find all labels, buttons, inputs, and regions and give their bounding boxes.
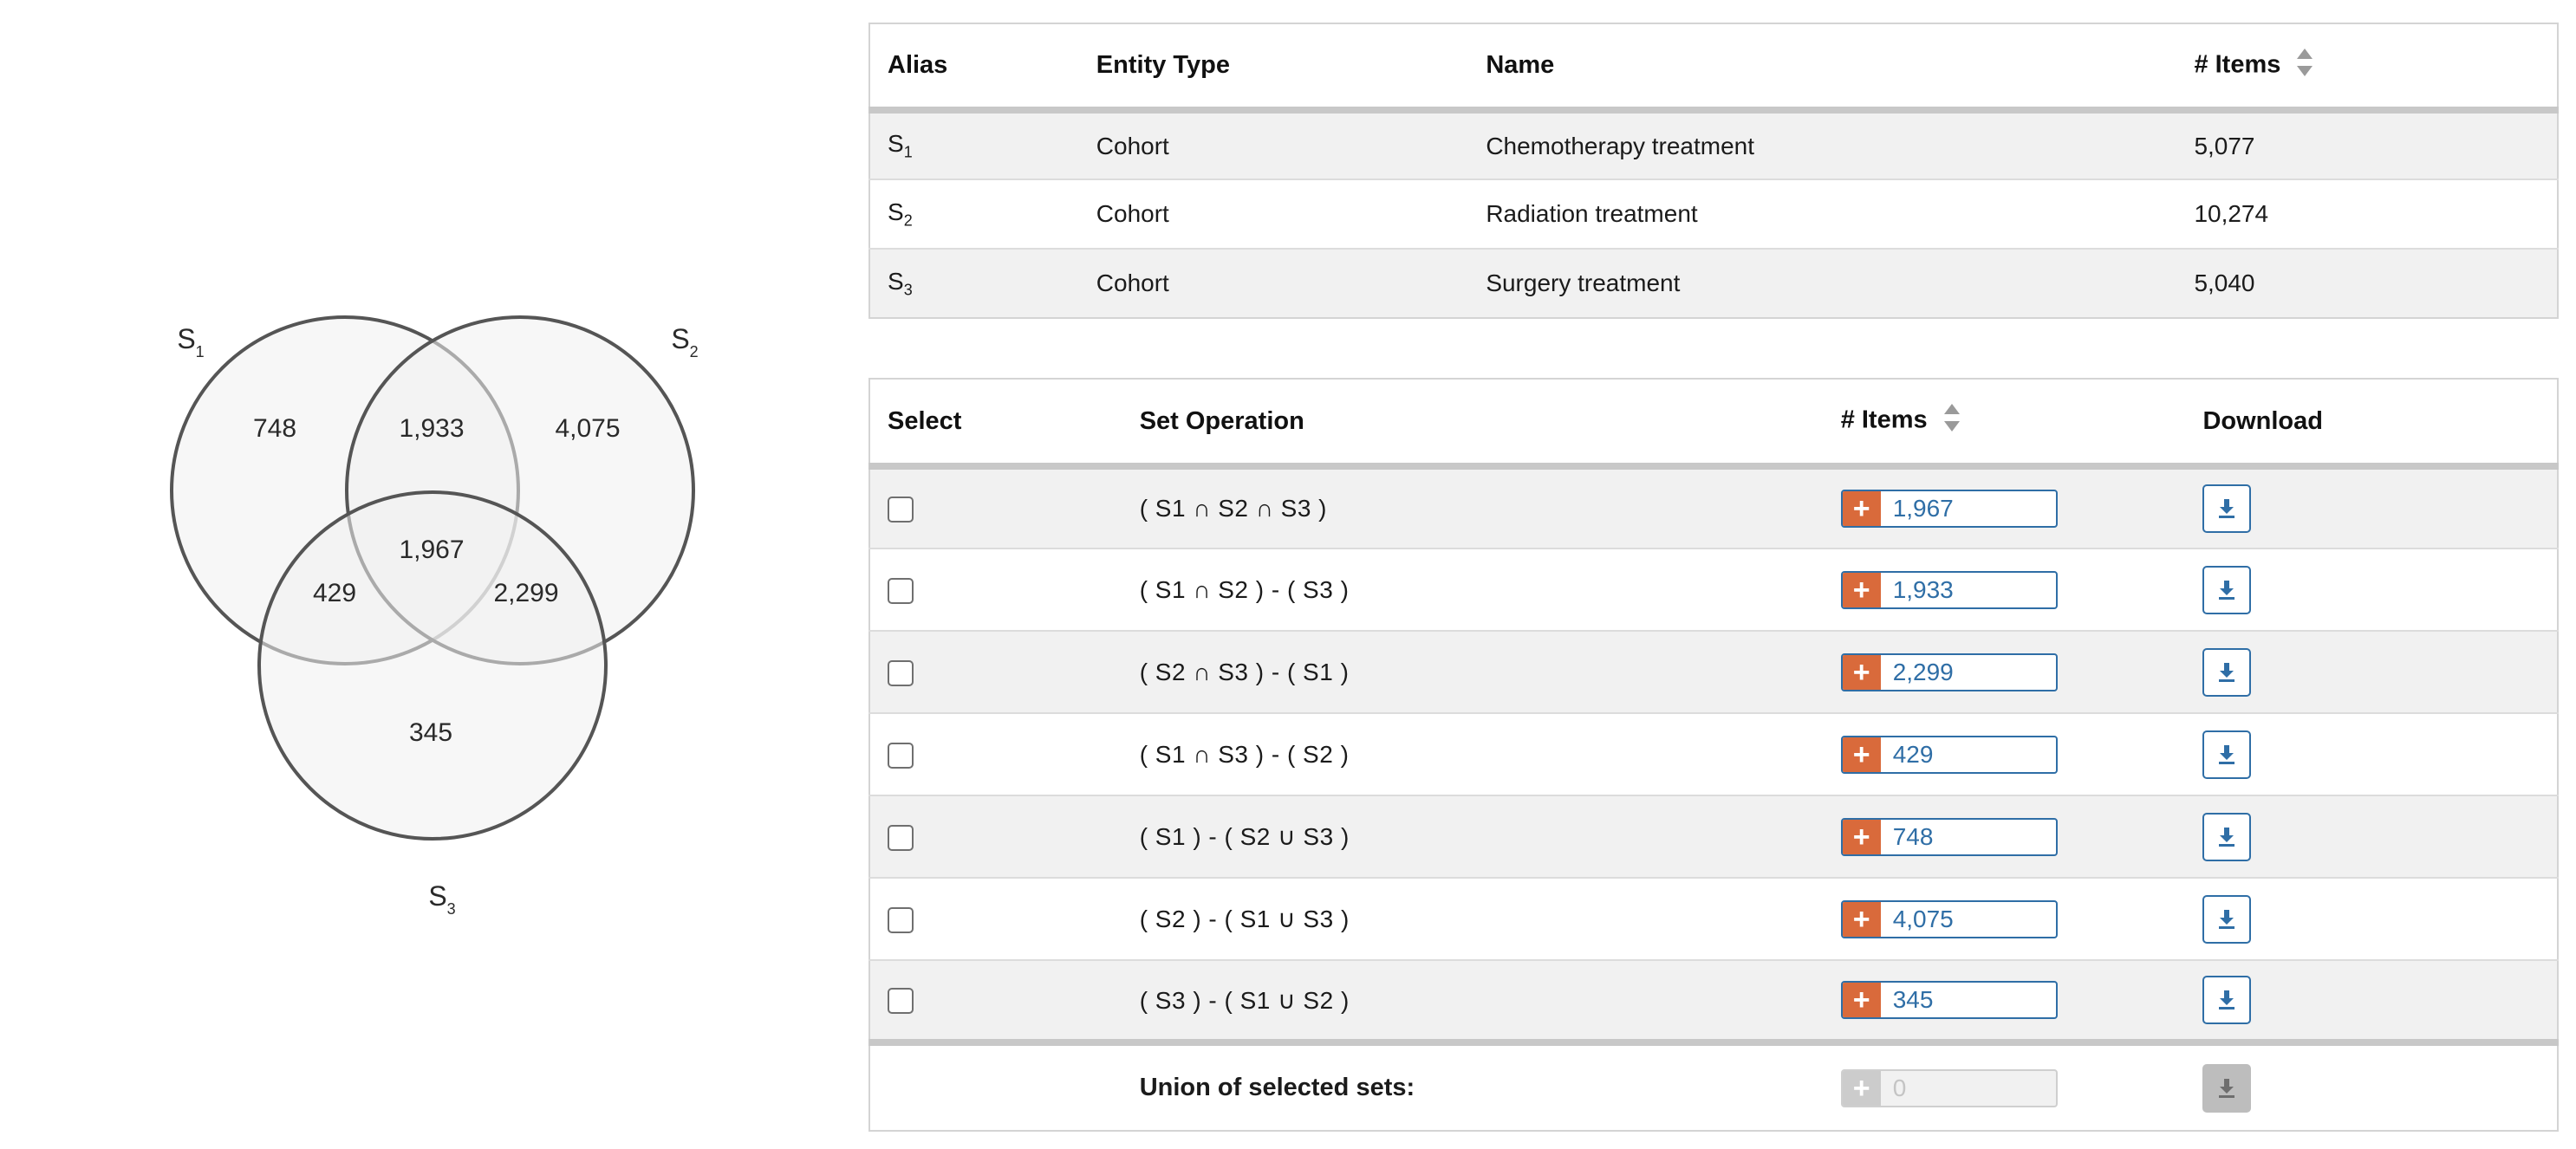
- set-operation-cell: ( S1 ∩ S2 ) - ( S3 ): [1122, 549, 1824, 631]
- set-count-link[interactable]: 2,299: [1892, 658, 1954, 685]
- count-cell: [1824, 713, 2186, 795]
- set-operation-cell: ( S1 ∩ S3 ) - ( S2 ): [1122, 713, 1824, 795]
- download-button[interactable]: [2202, 895, 2251, 944]
- set-count-link[interactable]: 4,075: [1892, 905, 1954, 932]
- table-row: [869, 878, 2558, 960]
- select-cell: [869, 549, 1122, 631]
- region-s1-s2[interactable]: 1,933: [399, 413, 465, 443]
- row-checkbox[interactable]: [888, 988, 914, 1014]
- plus-icon[interactable]: +: [1843, 491, 1881, 526]
- select-cell: [869, 960, 1122, 1042]
- count-cell: [1824, 631, 2186, 713]
- download-icon: [2215, 661, 2238, 684]
- download-icon: [2215, 989, 2238, 1011]
- union-count: 0: [1892, 1074, 1907, 1101]
- set-operation-header: Set Operation: [1122, 379, 1824, 466]
- region-s1-s2-s3[interactable]: 1,967: [399, 535, 465, 564]
- download-icon: [2215, 1077, 2238, 1100]
- items-cell: 5,040: [2176, 249, 2558, 318]
- download-icon: [2215, 908, 2238, 931]
- download-cell: [2185, 466, 2558, 549]
- download-cell: [2185, 549, 2558, 631]
- union-select-cell: [869, 1042, 1122, 1131]
- name-cell: Surgery treatment: [1468, 249, 2176, 318]
- region-s2-only[interactable]: 4,075: [555, 413, 621, 443]
- add-set-control[interactable]: [1841, 736, 2058, 774]
- set-count-link[interactable]: 1,967: [1892, 495, 1954, 522]
- region-s1-only[interactable]: 748: [252, 413, 297, 443]
- select-cell: [869, 795, 1122, 878]
- alias-cell: $S_1$: [869, 110, 1079, 179]
- name-header: Name: [1468, 23, 2176, 110]
- download-icon: [2215, 579, 2238, 601]
- set-count-link[interactable]: 1,933: [1892, 575, 1954, 603]
- table-row: [869, 713, 2558, 795]
- download-cell: [2185, 878, 2558, 960]
- set-operations-table: [868, 378, 2559, 1132]
- download-button[interactable]: [2202, 976, 2251, 1024]
- name-cell: Chemotherapy treatment: [1468, 110, 2176, 179]
- entity-type-cell: Cohort: [1079, 110, 1469, 179]
- table-row: [869, 179, 2558, 249]
- entity-type-header: Entity Type: [1079, 23, 1469, 110]
- alias-cell: $S_3$: [869, 249, 1079, 318]
- plus-icon[interactable]: +: [1843, 902, 1881, 937]
- ops-table-header: [869, 379, 2558, 466]
- plus-icon: +: [1843, 1071, 1881, 1106]
- set-operation-cell: ( S1 ∩ S2 ∩ S3 ): [1122, 466, 1824, 549]
- entity-table: [868, 23, 2559, 319]
- table-row: [869, 466, 2558, 549]
- add-set-control[interactable]: [1841, 653, 2058, 691]
- region-s2-s3[interactable]: 2,299: [493, 578, 559, 607]
- region-s3-only[interactable]: 345: [408, 717, 453, 747]
- row-checkbox[interactable]: [888, 743, 914, 769]
- row-checkbox[interactable]: [888, 497, 914, 523]
- table-row: [869, 249, 2558, 318]
- add-set-control[interactable]: [1841, 981, 2058, 1019]
- sort-icon[interactable]: [1943, 402, 1961, 440]
- ops-items-header[interactable]: [1824, 379, 2186, 466]
- table-row: [869, 549, 2558, 631]
- count-cell: [1824, 795, 2186, 878]
- name-cell: Radiation treatment: [1468, 179, 2176, 249]
- plus-icon[interactable]: +: [1843, 983, 1881, 1017]
- set-operation-cell: ( S1 ) - ( S2 ∪ S3 ): [1122, 795, 1824, 878]
- download-button[interactable]: [2202, 730, 2251, 779]
- ops-items-header-label: # Items: [1840, 406, 1928, 434]
- add-set-control[interactable]: [1841, 900, 2058, 938]
- union-add-set-control: [1841, 1069, 2058, 1107]
- plus-icon[interactable]: +: [1843, 820, 1881, 854]
- add-set-control[interactable]: [1841, 490, 2058, 528]
- row-checkbox[interactable]: [888, 660, 914, 686]
- region-s1-s3[interactable]: 429: [312, 578, 357, 607]
- set-count-link[interactable]: 748: [1892, 822, 1934, 850]
- select-cell: [869, 878, 1122, 960]
- set-1-label: $S_1$: [177, 323, 205, 360]
- download-icon: [2215, 497, 2238, 520]
- venn-diagram: [0, 0, 858, 1149]
- entity-type-cell: Cohort: [1079, 179, 1469, 249]
- add-set-control[interactable]: [1841, 818, 2058, 856]
- download-cell: [2185, 713, 2558, 795]
- alias-cell: $S_2$: [869, 179, 1079, 249]
- count-cell: [1824, 960, 2186, 1042]
- select-cell: [869, 631, 1122, 713]
- plus-icon[interactable]: +: [1843, 737, 1881, 772]
- entity-type-cell: Cohort: [1079, 249, 1469, 318]
- download-cell: [2185, 631, 2558, 713]
- sort-icon[interactable]: [2296, 47, 2313, 85]
- entity-table-header: [869, 23, 2558, 110]
- table-row: [869, 795, 2558, 878]
- set-count-link[interactable]: 429: [1892, 740, 1934, 768]
- union-download-button[interactable]: [2202, 1064, 2251, 1113]
- union-count-cell: [1824, 1042, 2186, 1131]
- download-cell: [2185, 960, 2558, 1042]
- download-button[interactable]: [2202, 484, 2251, 533]
- set-count-link[interactable]: 345: [1892, 986, 1934, 1013]
- download-icon: [2215, 743, 2238, 766]
- add-set-control[interactable]: [1841, 571, 2058, 609]
- download-cell: [2185, 795, 2558, 878]
- select-cell: [869, 466, 1122, 549]
- table-row: [869, 960, 2558, 1042]
- set-operation-cell: ( S2 ) - ( S1 ∪ S3 ): [1122, 878, 1824, 960]
- set-operation-cell: ( S2 ∩ S3 ) - ( S1 ): [1122, 631, 1824, 713]
- table-row: [869, 631, 2558, 713]
- set-2-label: $S_2$: [671, 323, 699, 360]
- download-icon: [2215, 826, 2238, 848]
- union-download-cell: [2185, 1042, 2558, 1131]
- union-row: [869, 1042, 2558, 1131]
- alias-header: Alias: [869, 23, 1079, 110]
- plus-icon[interactable]: +: [1843, 573, 1881, 607]
- table-row: [869, 110, 2558, 179]
- download-header: Download: [2185, 379, 2558, 466]
- row-checkbox[interactable]: [888, 825, 914, 851]
- count-cell: [1824, 549, 2186, 631]
- count-cell: [1824, 878, 2186, 960]
- plus-icon[interactable]: +: [1843, 655, 1881, 690]
- select-header: Select: [869, 379, 1122, 466]
- items-cell: 5,077: [2176, 110, 2558, 179]
- count-cell: [1824, 466, 2186, 549]
- union-label: Union of selected sets:: [1122, 1042, 1824, 1131]
- download-button[interactable]: [2202, 648, 2251, 697]
- row-checkbox[interactable]: [888, 907, 914, 933]
- download-button[interactable]: [2202, 813, 2251, 861]
- set-3-label: $S_3$: [428, 880, 456, 918]
- items-cell: 10,274: [2176, 179, 2558, 249]
- row-checkbox[interactable]: [888, 578, 914, 604]
- set-operation-cell: ( S3 ) - ( S1 ∪ S2 ): [1122, 960, 1824, 1042]
- download-button[interactable]: [2202, 566, 2251, 614]
- items-header[interactable]: [2176, 23, 2558, 110]
- select-cell: [869, 713, 1122, 795]
- items-header-label: # Items: [2194, 50, 2281, 79]
